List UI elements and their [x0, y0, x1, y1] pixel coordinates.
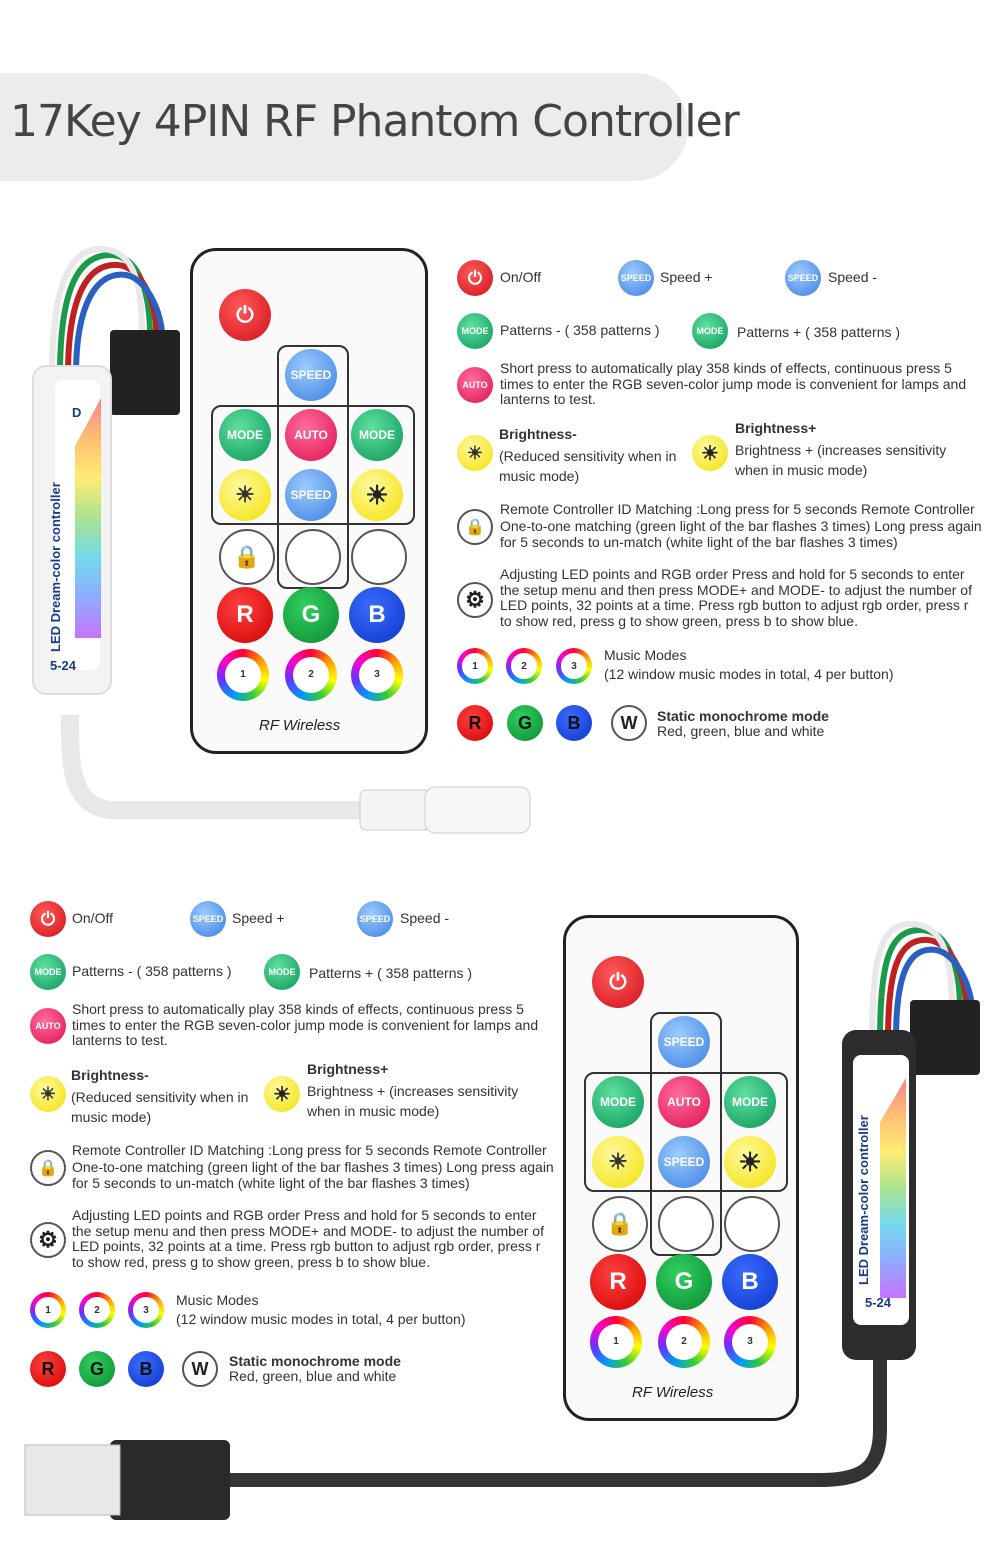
brightness-plus-button[interactable]: ☀ [351, 469, 403, 521]
speed-minus-button[interactable]: SPEED [658, 1136, 710, 1188]
gear-button[interactable]: ⚙ [351, 529, 407, 585]
legend-patterns-plus: Patterns + ( 358 patterns ) [309, 965, 473, 981]
lock-icon: 🔒 [457, 509, 493, 545]
music-3-icon: 3 [128, 1292, 164, 1328]
brightness-minus-icon: ☀ [30, 1076, 66, 1112]
speed-plus-icon: SPEED [190, 901, 226, 937]
legend-setup-desc: Adjusting LED points and RGB order Press and hold for 5 seconds to enter the setup menu and then press MODE+ and MODE- to adjust the number of LED points, 32 points at a time. Press rgb button to adjust rgb order, press r to show red, press g to show green, press b to show blue. [72, 1207, 544, 1270]
gear-icon: ⚙ [30, 1222, 66, 1258]
blue-icon: B [556, 705, 592, 741]
power-icon: ⏻ [30, 901, 66, 937]
speed-plus-button[interactable]: SPEED [658, 1016, 710, 1068]
jst-connector [110, 330, 180, 415]
controller-label: LED Dream-color controller [48, 482, 63, 652]
legend-brightness-plus-title: Brightness+ [735, 420, 817, 436]
controller-pin-d: D [72, 405, 82, 420]
lock-button[interactable]: 🔒 [592, 1196, 648, 1252]
dc-jack-body [425, 787, 530, 833]
music-3-icon: 3 [556, 648, 592, 684]
blue-button[interactable]: B [722, 1254, 778, 1310]
music-2-button[interactable]: 2 [658, 1316, 710, 1368]
legend-speed-minus: Speed - [828, 269, 878, 285]
mode-minus-icon: MODE [30, 954, 66, 990]
white-icon: W [182, 1351, 218, 1387]
legend-static-desc: Red, green, blue and white [657, 723, 825, 739]
mode-minus-icon: MODE [457, 313, 493, 349]
green-icon: G [79, 1351, 115, 1387]
dc-jack [360, 790, 430, 830]
gear-icon: ⚙ [457, 582, 493, 618]
mode-plus-button[interactable]: MODE [351, 409, 403, 461]
lock-button[interactable]: 🔒 [219, 529, 275, 585]
rf-wireless-label: RF Wireless [259, 717, 341, 734]
blue-button[interactable]: B [349, 587, 405, 643]
green-button[interactable]: G [656, 1254, 712, 1310]
remote-top [190, 248, 428, 754]
music-3-button[interactable]: 3 [351, 649, 403, 701]
green-icon: G [507, 705, 543, 741]
legend-brightness-minus-title: Brightness- [71, 1067, 149, 1083]
power-icon: ⏻ [457, 260, 493, 296]
legend-patterns-minus: Patterns - ( 358 patterns ) [500, 322, 660, 338]
legend-id-desc: Remote Controller ID Matching :Long press for 5 seconds Remote Controller One-to-one matching (green light of the bar flashes 3 times) Long press again for 5 seconds to un-match (white light of the bar flashes 3 times) [500, 501, 982, 550]
blue-icon: B [128, 1351, 164, 1387]
speed-plus-icon: SPEED [618, 260, 654, 296]
music-2-icon: 2 [79, 1292, 115, 1328]
legend-brightness-minus-title: Brightness- [499, 426, 577, 442]
legend-auto-desc: Short press to automatically play 358 kinds of effects, continuous press 5 times to enter the RGB seven-color jump mode is convenient for lamps and lanterns to test. [72, 1001, 539, 1048]
legend-static-title: Static monochrome mode [657, 708, 829, 724]
speed-plus-button[interactable]: SPEED [285, 349, 337, 401]
legend-on-off: On/Off [500, 269, 541, 285]
mode-plus-icon: MODE [692, 313, 728, 349]
brightness-minus-button[interactable]: ☀ [219, 469, 271, 521]
legend-speed-minus: Speed - [400, 910, 450, 926]
controller-voltage: 5-24 [50, 658, 77, 673]
mode-minus-button[interactable]: MODE [219, 409, 271, 461]
legend-patterns-minus: Patterns - ( 358 patterns ) [72, 963, 232, 979]
page-title: 17Key 4PIN RF Phantom Controller [10, 96, 739, 147]
legend-brightness-minus-desc: (Reduced sensitivity when in music mode) [71, 1089, 249, 1125]
legend-setup-desc: Adjusting LED points and RGB order Press and hold for 5 seconds to enter the setup menu and then press MODE+ and MODE- to adjust the number of LED points, 32 points at a time. Press rgb button to adjust rgb order, press r to show red, press g to show green, press b to show blue. [500, 566, 972, 629]
brightness-plus-icon: ☀ [692, 435, 728, 471]
mode-plus-icon: MODE [264, 954, 300, 990]
legend-patterns-plus: Patterns + ( 358 patterns ) [737, 324, 901, 340]
auto-icon: AUTO [30, 1008, 66, 1044]
music-1-icon: 1 [30, 1292, 66, 1328]
legend-static-desc: Red, green, blue and white [229, 1368, 397, 1384]
mode-minus-button[interactable]: MODE [592, 1076, 644, 1128]
auto-button[interactable]: AUTO [658, 1076, 710, 1128]
speed-minus-icon: SPEED [357, 901, 393, 937]
legend-speed-plus: Speed + [660, 269, 713, 285]
white-button[interactable]: W [285, 529, 341, 585]
red-icon: R [30, 1351, 66, 1387]
music-1-button[interactable]: 1 [590, 1316, 642, 1368]
legend-music-title: Music Modes [176, 1292, 259, 1308]
controller-label-bottom: LED Dream-color controller [856, 1115, 871, 1285]
legend-brightness-plus-desc: Brightness + (increases sensitivity when in music mode) [735, 442, 947, 478]
remote-bottom [563, 915, 799, 1421]
music-1-icon: 1 [457, 648, 493, 684]
auto-button[interactable]: AUTO [285, 409, 337, 461]
music-3-button[interactable]: 3 [724, 1316, 776, 1368]
brightness-minus-icon: ☀ [457, 435, 493, 471]
gear-button[interactable]: ⚙ [724, 1196, 780, 1252]
legend-id-desc: Remote Controller ID Matching :Long press for 5 seconds Remote Controller One-to-one matching (green light of the bar flashes 3 times) Long press again for 5 seconds to un-match (white light of the bar flashes 3 times) [72, 1142, 554, 1191]
legend-brightness-plus-desc: Brightness + (increases sensitivity when in music mode) [307, 1083, 519, 1119]
brightness-plus-icon: ☀ [264, 1076, 300, 1112]
jst-connector-bottom [910, 1000, 980, 1075]
green-button[interactable]: G [283, 587, 339, 643]
auto-icon: AUTO [457, 367, 493, 403]
legend-brightness-minus-desc: (Reduced sensitivity when in music mode) [499, 448, 677, 484]
controller-voltage-bottom: 5-24 [865, 1295, 892, 1310]
red-button[interactable]: R [217, 587, 273, 643]
white-icon: W [611, 705, 647, 741]
legend-brightness-plus-title: Brightness+ [307, 1061, 389, 1077]
speed-minus-icon: SPEED [785, 260, 821, 296]
legend-static-title: Static monochrome mode [229, 1353, 401, 1369]
legend-music-desc: (12 window music modes in total, 4 per button) [604, 666, 894, 682]
brightness-plus-button[interactable]: ☀ [724, 1136, 776, 1188]
rf-wireless-label: RF Wireless [632, 1384, 714, 1401]
music-1-button[interactable]: 1 [217, 649, 269, 701]
legend-on-off: On/Off [72, 910, 113, 926]
lock-icon: 🔒 [30, 1150, 66, 1186]
white-button[interactable]: W [658, 1196, 714, 1252]
music-2-button[interactable]: 2 [285, 649, 337, 701]
mode-plus-button[interactable]: MODE [724, 1076, 776, 1128]
brightness-minus-button[interactable]: ☀ [592, 1136, 644, 1188]
music-2-icon: 2 [506, 648, 542, 684]
usb-plug-body [110, 1440, 230, 1520]
power-button[interactable]: ⏻ [592, 956, 644, 1008]
red-button[interactable]: R [590, 1254, 646, 1310]
red-icon: R [457, 705, 493, 741]
legend-speed-plus: Speed + [232, 910, 285, 926]
legend-music-title: Music Modes [604, 647, 687, 663]
power-button[interactable]: ⏻ [219, 289, 271, 341]
speed-minus-button[interactable]: SPEED [285, 469, 337, 521]
legend-music-desc: (12 window music modes in total, 4 per button) [176, 1311, 466, 1327]
legend-auto-desc: Short press to automatically play 358 kinds of effects, continuous press 5 times to enter the RGB seven-color jump mode is convenient for lamps and lanterns to test. [500, 360, 967, 407]
usb-plug-metal [25, 1445, 120, 1515]
